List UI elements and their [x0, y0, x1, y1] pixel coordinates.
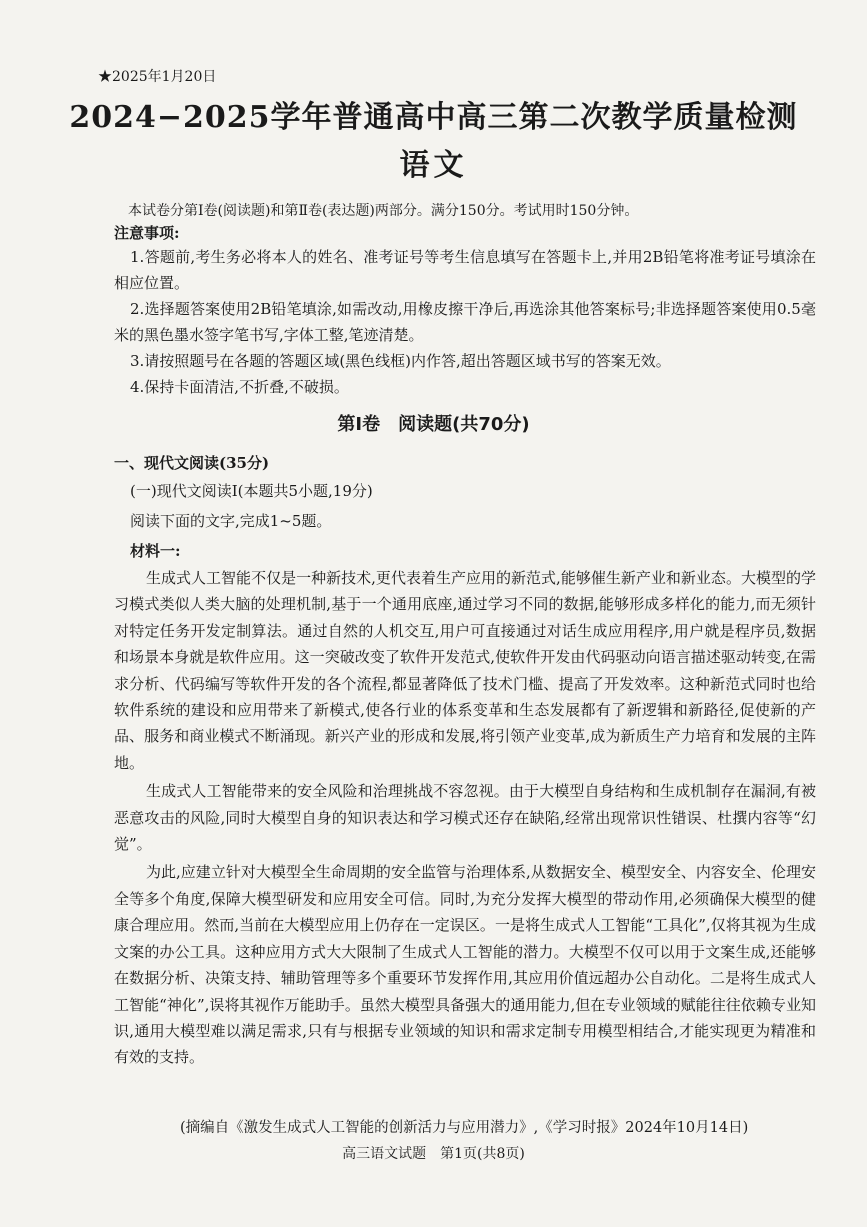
subpart-heading: (一)现代文阅读Ⅰ(本题共5小题,19分) [130, 482, 373, 500]
passage-source: (摘编自《激发生成式人工智能的创新活力与应用潜力》,《学习时报》2024年10月14日) [180, 1120, 749, 1136]
passage-paragraph: 为此,应建立针对大模型全生命周期的安全监管与治理体系,从数据安全、模型安全、内容安全、伦理安全等多个角度,保障大模型研发和应用安全可信。同时,为充分发挥大模型的带动作用,必须确保大模型的健康合理应用。然而,当前在大模型应用上仍存在一定误区。一是将生成式人工智能“工具化”,仅将其视为生成文案的办公工具。这种应用方式大大限制了生成式人工智能的潜力。大模型不仅可以用于文案生成,还能够在数据分析、决策支持、辅助管理等多个重要环节发挥作用,其应用价值远超办公自动化。二是将生成式人工智能“神化”,误将其视作万能助手。虽然大模型具备强大的通用能力,但在专业领域的赋能往往依赖专业知识,通用大模型难以满足需求,只有与根据专业领域的知识和需求定制专用模型相结合,才能实现更为精准和有效的支持。 [114, 863, 816, 1067]
notes-list [114, 244, 816, 400]
part-heading: 一、现代文阅读(35分) [114, 454, 270, 472]
note-item: 4.保持卡面清洁,不折叠,不破损。 [130, 378, 349, 396]
note-item: 3.请按照题号在各题的答题区域(黑色线框)内作答,超出答题区域书写的答案无效。 [130, 352, 671, 370]
reading-instruction: 阅读下面的文字,完成1~5题。 [130, 512, 332, 530]
notes-heading: 注意事项: [114, 224, 180, 242]
note-item: 2.选择题答案使用2B铅笔填涂,如需改动,用橡皮擦干净后,再选涂其他答案标号;非选择题答案使用0.5毫米的黑色墨水签字笔书写,字体工整,笔迹清楚。 [114, 300, 816, 344]
subject-title: 语文 [399, 148, 468, 183]
material-label: 材料一: [130, 542, 181, 560]
note-item: 1.答题前,考生务必将本人的姓名、准考证号等考生信息填写在答题卡上,并用2B铅笔将准考证号填涂在相应位置。 [114, 248, 816, 292]
passage-paragraph: 生成式人工智能不仅是一种新技术,更代表着生产应用的新范式,能够催生新产业和新业态。大模型的学习模式类似人类大脑的处理机制,基于一个通用底座,通过学习不同的数据,能够形成多样化的能力,而无须针对特定任务开发定制算法。通过自然的人机交互,用户可直接通过对话生成应用程序,用户就是程序员,数据和场景本身就是软件应用。这一突破改变了软件开发范式,使软件开发由代码驱动向语言描述驱动转变,在需求分析、代码编写等软件开发的各个流程,都显著降低了技术门槛、提高了开发效率。这种新范式同时也给软件系统的建设和应用带来了新模式,使各行业的体系变革和生态发展都有了新逻辑和新路径,促使新的产品、服务和商业模式不断涌现。新兴产业的形成和发展,将引领产业变革,成为新质生产力培育和发展的主阵地。 [114, 569, 816, 772]
exam-intro: 本试卷分第Ⅰ卷(阅读题)和第Ⅱ卷(表达题)两部分。满分150分。考试用时150分钟。 [128, 203, 639, 219]
reading-passage [114, 565, 816, 1073]
section-title: 第Ⅰ卷 阅读题(共70分) [337, 414, 530, 435]
page-footer: 高三语文试题 第1页(共8页) [342, 1146, 525, 1162]
exam-title: 2024−2025学年普通高中高三第二次教学质量检测 [69, 100, 798, 135]
exam-date: ★2025年1月20日 [98, 69, 217, 85]
passage-paragraph: 生成式人工智能带来的安全风险和治理挑战不容忽视。由于大模型自身结构和生成机制存在漏洞,有被恶意攻击的风险,同时大模型自身的知识表达和学习模式还存在缺陷,经常出现常识性错误、杜撰内容等“幻觉”。 [114, 782, 816, 854]
